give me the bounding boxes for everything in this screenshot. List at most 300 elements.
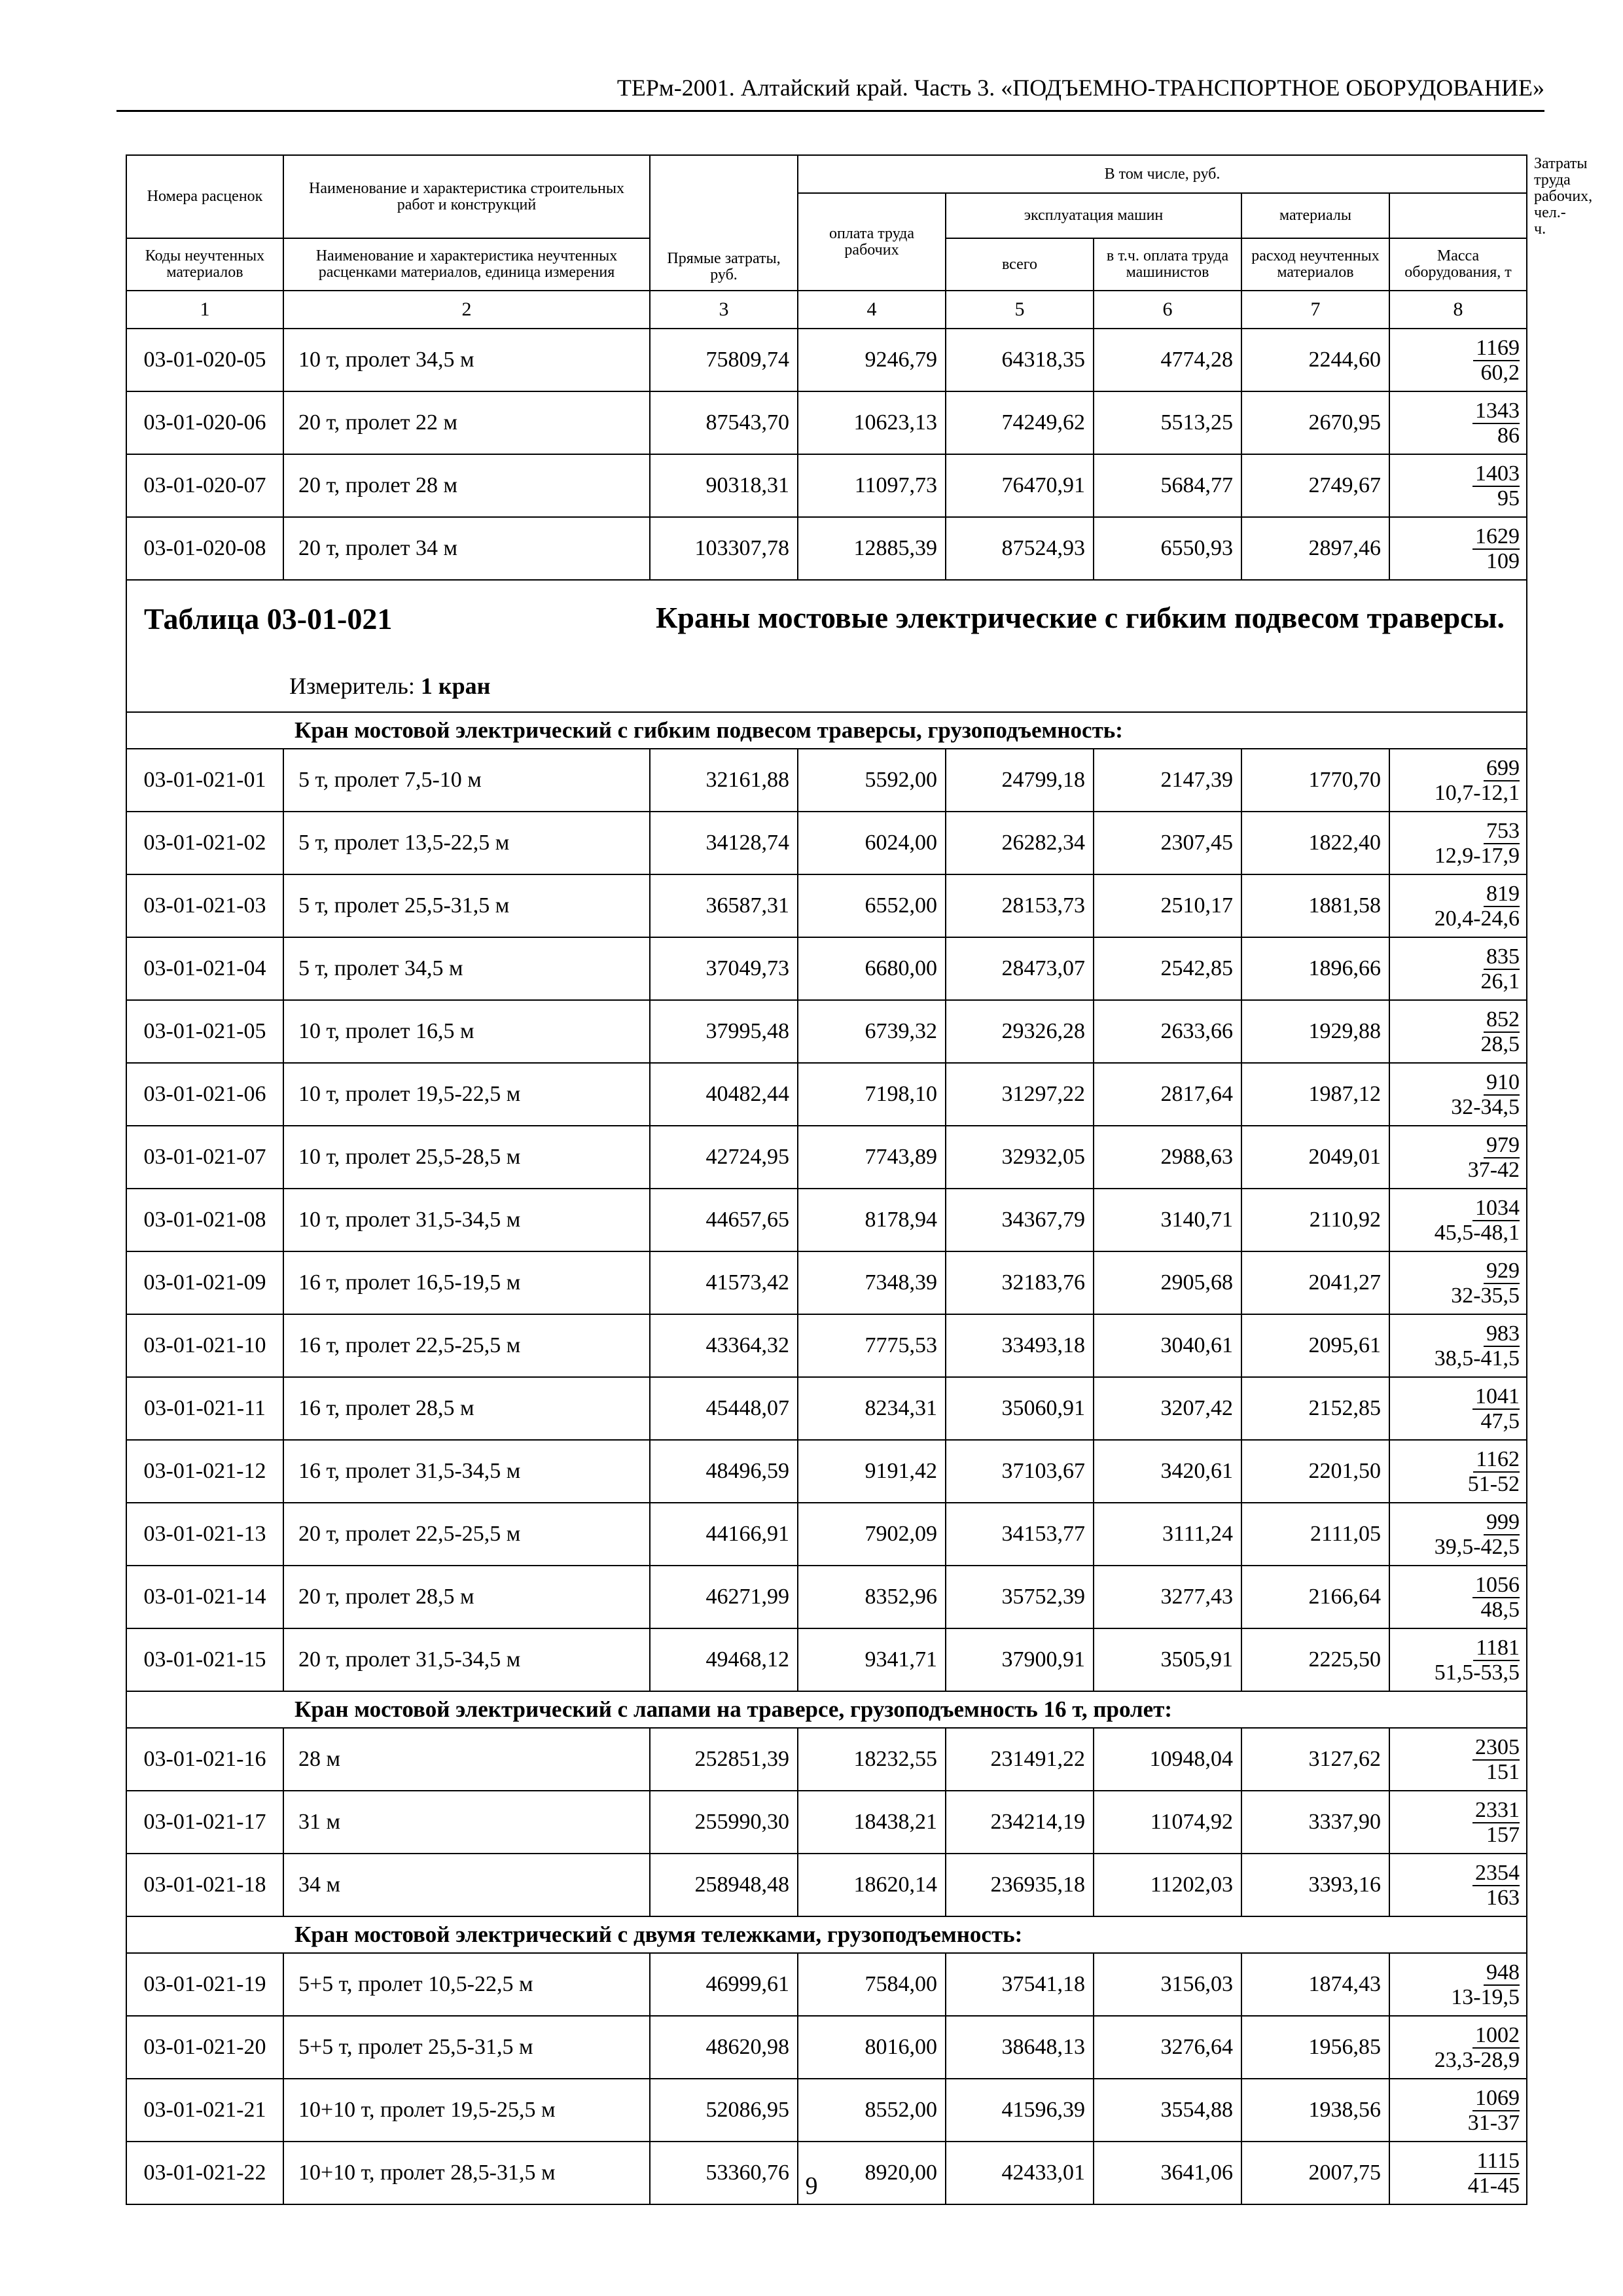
direct-costs: 49468,12	[650, 1628, 798, 1691]
workers-pay: 8016,00	[798, 2016, 946, 2079]
machines-total: 37541,18	[946, 1953, 1094, 2016]
workers-pay: 8352,96	[798, 1566, 946, 1628]
hours-mass-cell	[1389, 1854, 1527, 1916]
operators-pay: 6550,93	[1094, 517, 1241, 580]
rate-code: 03-01-021-16	[126, 1728, 283, 1791]
page-header-text: ТЕРм-2001. Алтайский край. Часть 3. «ПОДЪЕМНО-ТРАНСПОРТНОЕ ОБОРУДОВАНИЕ»	[616, 75, 1544, 101]
workers-pay: 12885,39	[798, 517, 946, 580]
materials-cost: 2670,95	[1241, 391, 1389, 454]
labor-hours: 999	[1484, 1511, 1520, 1535]
work-name: 10 т, пролет 25,5-28,5 м	[283, 1126, 650, 1189]
hours-mass-cell	[1389, 1251, 1527, 1314]
header-operators-pay: в т.ч. оплата труда машинистов	[1094, 238, 1241, 291]
work-name: 20 т, пролет 28,5 м	[283, 1566, 650, 1628]
header-materials: материалы	[1241, 193, 1389, 238]
equipment-mass: 41-45	[1467, 2174, 1520, 2198]
column-number: 6	[1094, 291, 1241, 329]
operators-pay: 11202,03	[1094, 1854, 1241, 1916]
machines-total: 38648,13	[946, 2016, 1094, 2079]
hours-mass-cell	[1389, 1440, 1527, 1503]
labor-hours: 929	[1484, 1259, 1520, 1284]
hours-mass-cell	[1389, 454, 1527, 517]
table-row	[126, 1503, 1527, 1566]
rows-group-021-paws	[126, 1728, 1527, 1916]
machines-total: 76470,91	[946, 454, 1094, 517]
materials-cost: 1770,70	[1241, 749, 1389, 812]
materials-cost: 1987,12	[1241, 1063, 1389, 1126]
column-number: 1	[126, 291, 283, 329]
header-including: В том числе, руб.	[798, 155, 1527, 193]
operators-pay: 2542,85	[1094, 937, 1241, 1000]
table-row	[126, 1628, 1527, 1691]
workers-pay: 18620,14	[798, 1854, 946, 1916]
rate-code: 03-01-021-21	[126, 2079, 283, 2142]
equipment-mass: 47,5	[1480, 1409, 1520, 1433]
workers-pay: 11097,73	[798, 454, 946, 517]
rate-code: 03-01-021-19	[126, 1953, 283, 2016]
machines-total: 29326,28	[946, 1000, 1094, 1063]
materials-cost: 1956,85	[1241, 2016, 1389, 2079]
direct-costs: 37049,73	[650, 937, 798, 1000]
equipment-mass: 12,9-17,9	[1434, 844, 1520, 868]
section-block-3	[126, 1916, 1527, 1953]
machines-total: 231491,22	[946, 1728, 1094, 1791]
workers-pay: 7198,10	[798, 1063, 946, 1126]
direct-costs: 43364,32	[650, 1314, 798, 1377]
operators-pay: 3140,71	[1094, 1189, 1241, 1251]
labor-hours: 1629	[1472, 525, 1520, 550]
rate-code: 03-01-021-05	[126, 1000, 283, 1063]
workers-pay: 8920,00	[798, 2142, 946, 2204]
equipment-mass: 60,2	[1480, 361, 1520, 385]
equipment-mass: 32-35,5	[1451, 1283, 1520, 1308]
labor-hours: 819	[1484, 882, 1520, 907]
rate-code: 03-01-021-17	[126, 1791, 283, 1854]
operators-pay: 4774,28	[1094, 329, 1241, 391]
column-numbers-row	[126, 291, 1527, 329]
workers-pay: 8178,94	[798, 1189, 946, 1251]
direct-costs: 34128,74	[650, 812, 798, 874]
operators-pay: 3276,64	[1094, 2016, 1241, 2079]
table-row	[126, 1566, 1527, 1628]
work-name: 10 т, пролет 19,5-22,5 м	[283, 1063, 650, 1126]
table-row	[126, 1728, 1527, 1791]
operators-pay: 2633,66	[1094, 1000, 1241, 1063]
rate-code: 03-01-021-01	[126, 749, 283, 812]
machines-total: 41596,39	[946, 2079, 1094, 2142]
rate-code: 03-01-021-22	[126, 2142, 283, 2204]
direct-costs: 258948,48	[650, 1854, 798, 1916]
header-machines-total: всего	[946, 238, 1094, 291]
table-row	[126, 517, 1527, 580]
column-number: 8	[1389, 291, 1527, 329]
table-row	[126, 2079, 1527, 2142]
table-row	[126, 1377, 1527, 1440]
equipment-mass: 51-52	[1467, 1472, 1520, 1496]
direct-costs: 44166,91	[650, 1503, 798, 1566]
machines-total: 64318,35	[946, 329, 1094, 391]
hours-mass-cell	[1389, 1791, 1527, 1854]
column-number: 7	[1241, 291, 1389, 329]
table-title-block	[126, 580, 1527, 749]
workers-pay: 9191,42	[798, 1440, 946, 1503]
measure-unit-label: Измеритель:	[289, 673, 415, 699]
equipment-mass: 10,7-12,1	[1434, 781, 1520, 805]
machines-total: 234214,19	[946, 1791, 1094, 1854]
table-row	[126, 749, 1527, 812]
section-block-2	[126, 1691, 1527, 1728]
work-name: 10+10 т, пролет 28,5-31,5 м	[283, 2142, 650, 2204]
table-row	[126, 1126, 1527, 1189]
workers-pay: 7743,89	[798, 1126, 946, 1189]
header-workers-pay: оплата труда рабочих	[798, 193, 946, 291]
materials-cost: 2244,60	[1241, 329, 1389, 391]
work-name: 5 т, пролет 7,5-10 м	[283, 749, 650, 812]
table-row	[126, 329, 1527, 391]
work-name: 28 м	[283, 1728, 650, 1791]
header-equipment-mass: Масса оборудования, т	[1389, 238, 1527, 291]
materials-cost: 3337,90	[1241, 1791, 1389, 1854]
direct-costs: 48496,59	[650, 1440, 798, 1503]
direct-costs: 75809,74	[650, 329, 798, 391]
equipment-mass: 23,3-28,9	[1434, 2048, 1520, 2072]
table-row	[126, 1189, 1527, 1251]
machines-total: 34153,77	[946, 1503, 1094, 1566]
equipment-mass: 95	[1497, 486, 1520, 511]
operators-pay: 3420,61	[1094, 1440, 1241, 1503]
operators-pay: 2817,64	[1094, 1063, 1241, 1126]
workers-pay: 6552,00	[798, 874, 946, 937]
machines-total: 33493,18	[946, 1314, 1094, 1377]
operators-pay: 2307,45	[1094, 812, 1241, 874]
equipment-mass: 157	[1486, 1823, 1520, 1847]
workers-pay: 7348,39	[798, 1251, 946, 1314]
operators-pay: 3277,43	[1094, 1566, 1241, 1628]
workers-pay: 7902,09	[798, 1503, 946, 1566]
rate-code: 03-01-021-11	[126, 1377, 283, 1440]
machines-total: 31297,22	[946, 1063, 1094, 1126]
labor-hours: 1034	[1472, 1196, 1520, 1221]
operators-pay: 10948,04	[1094, 1728, 1241, 1791]
machines-total: 24799,18	[946, 749, 1094, 812]
hours-mass-cell	[1389, 1728, 1527, 1791]
table-row	[126, 937, 1527, 1000]
hours-mass-cell	[1389, 1566, 1527, 1628]
labor-hours: 910	[1484, 1071, 1520, 1096]
hours-mass-cell	[1389, 1953, 1527, 2016]
materials-cost: 1929,88	[1241, 1000, 1389, 1063]
measure-unit-value: 1 кран	[420, 673, 491, 699]
column-number: 4	[798, 291, 946, 329]
materials-cost: 2049,01	[1241, 1126, 1389, 1189]
machines-total: 35060,91	[946, 1377, 1094, 1440]
machines-total: 37103,67	[946, 1440, 1094, 1503]
operators-pay: 3641,06	[1094, 2142, 1241, 2204]
labor-hours: 1115	[1474, 2149, 1520, 2174]
equipment-mass: 32-34,5	[1451, 1095, 1520, 1119]
equipment-mass: 163	[1486, 1886, 1520, 1910]
work-name: 5 т, пролет 13,5-22,5 м	[283, 812, 650, 874]
direct-costs: 87543,70	[650, 391, 798, 454]
hours-mass-cell	[1389, 1126, 1527, 1189]
machines-total: 35752,39	[946, 1566, 1094, 1628]
direct-costs: 252851,39	[650, 1728, 798, 1791]
labor-hours: 979	[1484, 1134, 1520, 1158]
workers-pay: 6680,00	[798, 937, 946, 1000]
equipment-mass: 51,5-53,5	[1434, 1660, 1520, 1685]
materials-cost: 3393,16	[1241, 1854, 1389, 1916]
machines-total: 32932,05	[946, 1126, 1094, 1189]
header-material-codes: Коды неучтенных материалов	[126, 238, 283, 291]
equipment-mass: 39,5-42,5	[1434, 1535, 1520, 1559]
table-row	[126, 1953, 1527, 2016]
operators-pay: 3207,42	[1094, 1377, 1241, 1440]
labor-hours: 852	[1484, 1008, 1520, 1033]
equipment-mass: 28,5	[1480, 1032, 1520, 1056]
operators-pay: 2988,63	[1094, 1126, 1241, 1189]
table-row	[126, 2016, 1527, 2079]
work-name: 20 т, пролет 31,5-34,5 м	[283, 1628, 650, 1691]
direct-costs: 46999,61	[650, 1953, 798, 2016]
equipment-mass: 38,5-41,5	[1434, 1346, 1520, 1371]
table-row	[126, 874, 1527, 937]
hours-mass-cell	[1389, 937, 1527, 1000]
operators-pay: 2510,17	[1094, 874, 1241, 937]
equipment-mass: 37-42	[1467, 1158, 1520, 1182]
direct-costs: 255990,30	[650, 1791, 798, 1854]
header-direct-costs: Прямые затраты, руб.	[650, 155, 798, 291]
equipment-mass: 151	[1486, 1760, 1520, 1784]
hours-mass-cell	[1389, 1063, 1527, 1126]
rate-code: 03-01-020-05	[126, 329, 283, 391]
table-number: Таблица 03-01-021	[144, 602, 393, 636]
rate-code: 03-01-021-13	[126, 1503, 283, 1566]
materials-cost: 1874,43	[1241, 1953, 1389, 2016]
work-name: 10 т, пролет 16,5 м	[283, 1000, 650, 1063]
materials-cost: 2041,27	[1241, 1251, 1389, 1314]
work-name: 10 т, пролет 31,5-34,5 м	[283, 1189, 650, 1251]
hours-mass-cell	[1389, 812, 1527, 874]
work-name: 20 т, пролет 22,5-25,5 м	[283, 1503, 650, 1566]
workers-pay: 6739,32	[798, 1000, 946, 1063]
equipment-mass: 20,4-24,6	[1434, 906, 1520, 931]
rate-code: 03-01-021-07	[126, 1126, 283, 1189]
labor-hours: 1162	[1473, 1448, 1520, 1473]
direct-costs: 40482,44	[650, 1063, 798, 1126]
materials-cost: 1896,66	[1241, 937, 1389, 1000]
labor-hours: 2354	[1472, 1861, 1520, 1886]
materials-cost: 1881,58	[1241, 874, 1389, 937]
hours-mass-cell	[1389, 749, 1527, 812]
labor-hours: 1169	[1473, 336, 1520, 361]
equipment-mass: 109	[1486, 549, 1520, 573]
hours-mass-cell	[1389, 1189, 1527, 1251]
workers-pay: 6024,00	[798, 812, 946, 874]
labor-hours: 835	[1484, 945, 1520, 970]
labor-hours: 983	[1484, 1322, 1520, 1347]
hours-mass-cell	[1389, 1314, 1527, 1377]
labor-hours: 2331	[1472, 1799, 1520, 1823]
materials-cost: 2166,64	[1241, 1566, 1389, 1628]
equipment-mass: 31-37	[1467, 2111, 1520, 2135]
machines-total: 28153,73	[946, 874, 1094, 937]
rate-code: 03-01-021-02	[126, 812, 283, 874]
rate-code: 03-01-021-10	[126, 1314, 283, 1377]
machines-total: 37900,91	[946, 1628, 1094, 1691]
header-unaccounted-materials: расход неучтенных материалов	[1241, 238, 1389, 291]
operators-pay: 11074,92	[1094, 1791, 1241, 1854]
operators-pay: 5513,25	[1094, 391, 1241, 454]
hours-mass-cell	[1389, 2016, 1527, 2079]
materials-cost: 2225,50	[1241, 1628, 1389, 1691]
labor-hours: 753	[1484, 819, 1520, 844]
direct-costs: 36587,31	[650, 874, 798, 937]
materials-cost: 3127,62	[1241, 1728, 1389, 1791]
labor-hours: 948	[1484, 1961, 1520, 1986]
workers-pay: 9246,79	[798, 329, 946, 391]
hours-mass-cell	[1389, 1628, 1527, 1691]
labor-hours: 1069	[1472, 2087, 1520, 2111]
machines-total: 74249,62	[946, 391, 1094, 454]
table-row	[126, 391, 1527, 454]
table-row	[126, 1314, 1527, 1377]
materials-cost: 2007,75	[1241, 2142, 1389, 2204]
hours-mass-cell	[1389, 2079, 1527, 2142]
work-name: 34 м	[283, 1854, 650, 1916]
column-number: 2	[283, 291, 650, 329]
direct-costs: 45448,07	[650, 1377, 798, 1440]
operators-pay: 3554,88	[1094, 2079, 1241, 2142]
work-name: 16 т, пролет 31,5-34,5 м	[283, 1440, 650, 1503]
machines-total: 236935,18	[946, 1854, 1094, 1916]
rows-group-021-two-trolleys	[126, 1953, 1527, 2204]
measure-unit	[289, 672, 490, 700]
table-head: Номера расценок Наименование и характеристика строительных работ и конструкций Прямые затраты, руб. В том числе, руб. Затраты труда рабочих, чел.-ч. оплата труда рабочих эксплуатация машин материалы Коды неучтенных материалов Наименование и характеристика неучтенных расценками материалов, единица измерения всего в т.ч. оплата труда машинистов расход неучтенных материалов Масса оборудования, т 1 2 3 4 5 6 7 8	[126, 155, 1527, 329]
header-work-name: Наименование и характеристика строительных работ и конструкций	[283, 155, 650, 238]
table-row	[126, 1854, 1527, 1916]
labor-hours: 1343	[1472, 399, 1520, 424]
hours-mass-cell	[1389, 391, 1527, 454]
rate-code: 03-01-021-18	[126, 1854, 283, 1916]
equipment-mass: 48,5	[1480, 1598, 1520, 1622]
workers-pay: 8234,31	[798, 1377, 946, 1440]
work-name: 10 т, пролет 34,5 м	[283, 329, 650, 391]
direct-costs: 53360,76	[650, 2142, 798, 2204]
machines-total: 34367,79	[946, 1189, 1094, 1251]
table-row	[126, 454, 1527, 517]
workers-pay: 7584,00	[798, 1953, 946, 2016]
operators-pay: 2147,39	[1094, 749, 1241, 812]
direct-costs: 48620,98	[650, 2016, 798, 2079]
direct-costs: 46271,99	[650, 1566, 798, 1628]
operators-pay: 3505,91	[1094, 1628, 1241, 1691]
labor-hours: 1056	[1472, 1573, 1520, 1598]
table-row	[126, 1440, 1527, 1503]
table-title-cell	[126, 580, 1527, 712]
workers-pay: 10623,13	[798, 391, 946, 454]
rate-code: 03-01-021-08	[126, 1189, 283, 1251]
operators-pay: 3156,03	[1094, 1953, 1241, 2016]
equipment-mass: 13-19,5	[1451, 1985, 1520, 2009]
workers-pay: 18438,21	[798, 1791, 946, 1854]
rows-group-020	[126, 329, 1527, 580]
work-name: 20 т, пролет 34 м	[283, 517, 650, 580]
workers-pay: 18232,55	[798, 1728, 946, 1791]
hours-mass-cell	[1389, 1377, 1527, 1440]
rate-code: 03-01-021-20	[126, 2016, 283, 2079]
direct-costs: 41573,42	[650, 1251, 798, 1314]
direct-costs: 32161,88	[650, 749, 798, 812]
workers-pay: 9341,71	[798, 1628, 946, 1691]
direct-costs: 42724,95	[650, 1126, 798, 1189]
work-name: 31 м	[283, 1791, 650, 1854]
hours-mass-cell	[1389, 329, 1527, 391]
workers-pay: 7775,53	[798, 1314, 946, 1377]
table-row	[126, 1000, 1527, 1063]
table-name: Краны мостовые электрические с гибким подвесом траверсы.	[656, 601, 1505, 634]
header-rate-numbers: Номера расценок	[126, 155, 283, 238]
section-heading: Кран мостовой электрический с двумя тележками, грузоподъемность:	[126, 1916, 1527, 1953]
hours-mass-cell	[1389, 1503, 1527, 1566]
labor-hours: 1403	[1472, 462, 1520, 487]
column-number: 5	[946, 291, 1094, 329]
labor-hours: 699	[1484, 757, 1520, 781]
direct-costs: 44657,65	[650, 1189, 798, 1251]
rate-code: 03-01-020-06	[126, 391, 283, 454]
header-material-names: Наименование и характеристика неучтенных расценками материалов, единица измерения	[283, 238, 650, 291]
direct-costs: 103307,78	[650, 517, 798, 580]
rate-code: 03-01-021-04	[126, 937, 283, 1000]
labor-hours: 2305	[1472, 1736, 1520, 1761]
labor-hours: 1181	[1473, 1636, 1520, 1661]
column-number: 3	[650, 291, 798, 329]
table-row	[126, 1791, 1527, 1854]
workers-pay: 5592,00	[798, 749, 946, 812]
table-row	[126, 1063, 1527, 1126]
materials-cost: 1938,56	[1241, 2079, 1389, 2142]
machines-total: 28473,07	[946, 937, 1094, 1000]
rate-code: 03-01-021-12	[126, 1440, 283, 1503]
materials-cost: 2749,67	[1241, 454, 1389, 517]
materials-cost: 1822,40	[1241, 812, 1389, 874]
equipment-mass: 86	[1497, 423, 1520, 448]
work-name: 20 т, пролет 28 м	[283, 454, 650, 517]
work-name: 5+5 т, пролет 10,5-22,5 м	[283, 1953, 650, 2016]
page-header	[116, 71, 1544, 112]
work-name: 16 т, пролет 22,5-25,5 м	[283, 1314, 650, 1377]
equipment-mass: 26,1	[1480, 969, 1520, 994]
operators-pay: 2905,68	[1094, 1251, 1241, 1314]
hours-mass-cell	[1389, 517, 1527, 580]
hours-mass-cell	[1389, 874, 1527, 937]
rate-code: 03-01-021-15	[126, 1628, 283, 1691]
table-row	[126, 1251, 1527, 1314]
work-name: 20 т, пролет 22 м	[283, 391, 650, 454]
materials-cost: 2111,05	[1241, 1503, 1389, 1566]
work-name: 5+5 т, пролет 25,5-31,5 м	[283, 2016, 650, 2079]
machines-total: 26282,34	[946, 812, 1094, 874]
labor-hours: 1041	[1472, 1385, 1520, 1410]
direct-costs: 52086,95	[650, 2079, 798, 2142]
rate-code: 03-01-021-14	[126, 1566, 283, 1628]
operators-pay: 3040,61	[1094, 1314, 1241, 1377]
labor-hours: 1002	[1472, 2024, 1520, 2049]
rows-group-021-flexible	[126, 749, 1527, 1691]
rate-code: 03-01-021-03	[126, 874, 283, 937]
work-name: 16 т, пролет 28,5 м	[283, 1377, 650, 1440]
workers-pay: 8552,00	[798, 2079, 946, 2142]
work-name: 16 т, пролет 16,5-19,5 м	[283, 1251, 650, 1314]
